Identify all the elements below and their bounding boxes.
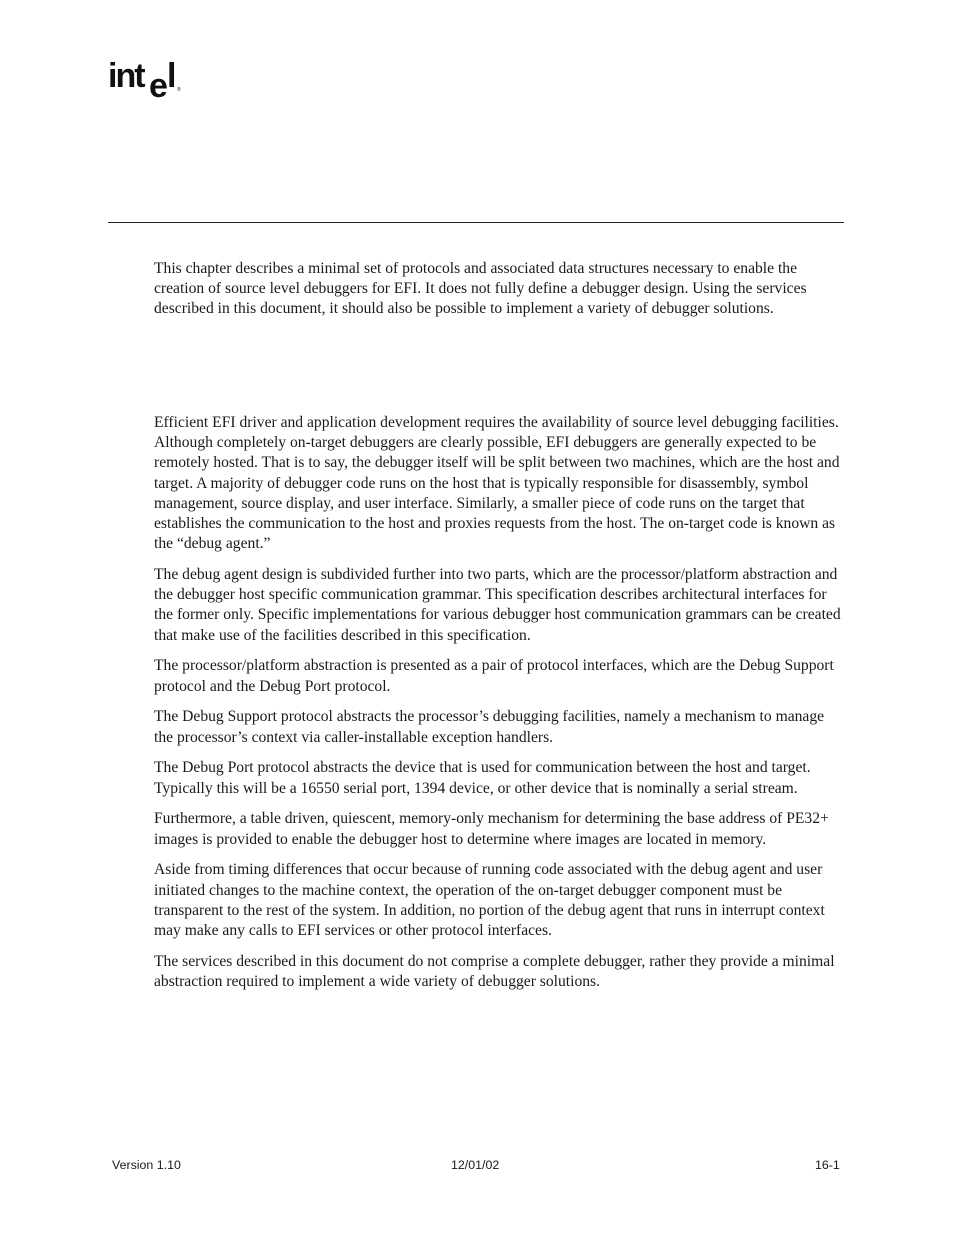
- svg-text:l: l: [167, 57, 177, 95]
- intel-logo-mark: [108, 54, 188, 104]
- body-paragraph-3: The processor/platform abstraction is presented as a pair of protocol interfaces, which are the Debug Support protocol and the Debug Port protocol.: [154, 657, 834, 695]
- intro-paragraph: This chapter describes a minimal set of protocols and associated data structures necessary to enable the creation of source level debuggers for EFI. It does not fully define a debugger design. Using the services described in this document, it should also be possible to implement a variety of debugger solutions.: [154, 260, 807, 318]
- body-paragraph-4: The Debug Support protocol abstracts the processor’s debugging facilities, namely a mechanism to manage the processor’s context via caller-installable exception handlers.: [154, 708, 825, 746]
- footer-date: 12/01/02: [451, 1158, 500, 1172]
- body-paragraph-2: The debug agent design is subdivided further into two parts, which are the processor/platform abstraction and the debugger host specific communication grammar. This specification describes architectural interfaces for the former only. Specific implementations for various debugger host communication grammars can be created that make use of the facilities described in this specification.: [154, 566, 841, 644]
- svg-text:e: e: [149, 67, 166, 104]
- svg-text:®: ®: [177, 87, 181, 93]
- intro-section: [154, 259, 844, 320]
- body-paragraph-8: The services described in this document do not comprise a complete debugger, rather they provide a minimal abstraction required to implement a wide variety of debugger solutions.: [154, 952, 835, 991]
- body-paragraph-1: Efficient EFI driver and application development requires the availability of source level debugging facilities. Although completely on-target debuggers are clearly possible, EFI debuggers are generally expected to be remotely hosted. That is to say, the debugger itself will be split between two machines, which are the host and target. A majority of debugger code runs on the host that is typically responsible for disassembly, symbol management, source display, and user interface. Similarly, a smaller piece of code runs on the target that establishes the communication to the host and proxies requests from the host. The on-target code is known as the “debug agent.”: [154, 414, 840, 553]
- intel-logo: [108, 54, 188, 104]
- body-paragraph-7: Aside from timing differences that occur because of running code associated with the debug agent and user initiated changes to the machine context, the operation of the on-target debugger component must be transparent to the rest of the system. In addition, no portion of the debug agent that runs in interrupt context may make any calls to EFI services or other protocol interfaces.: [154, 861, 825, 940]
- body-paragraph-5: The Debug Port protocol abstracts the device that is used for communication between the host and target. Typically this will be a 16550 serial port, 1394 device, or other device that is nominally a serial stream.: [154, 759, 811, 797]
- svg-text:int: int: [108, 57, 144, 95]
- overview-section: [154, 413, 844, 1003]
- footer-version: Version 1.10: [112, 1158, 181, 1172]
- body-paragraph-6: Furthermore, a table driven, quiescent, memory-only mechanism for determining the base address of PE32+ images is provided to enable the debugger host to determine where images are located in memory.: [154, 810, 829, 848]
- footer-page-number: 16-1: [815, 1158, 840, 1172]
- header-rule: [108, 222, 844, 223]
